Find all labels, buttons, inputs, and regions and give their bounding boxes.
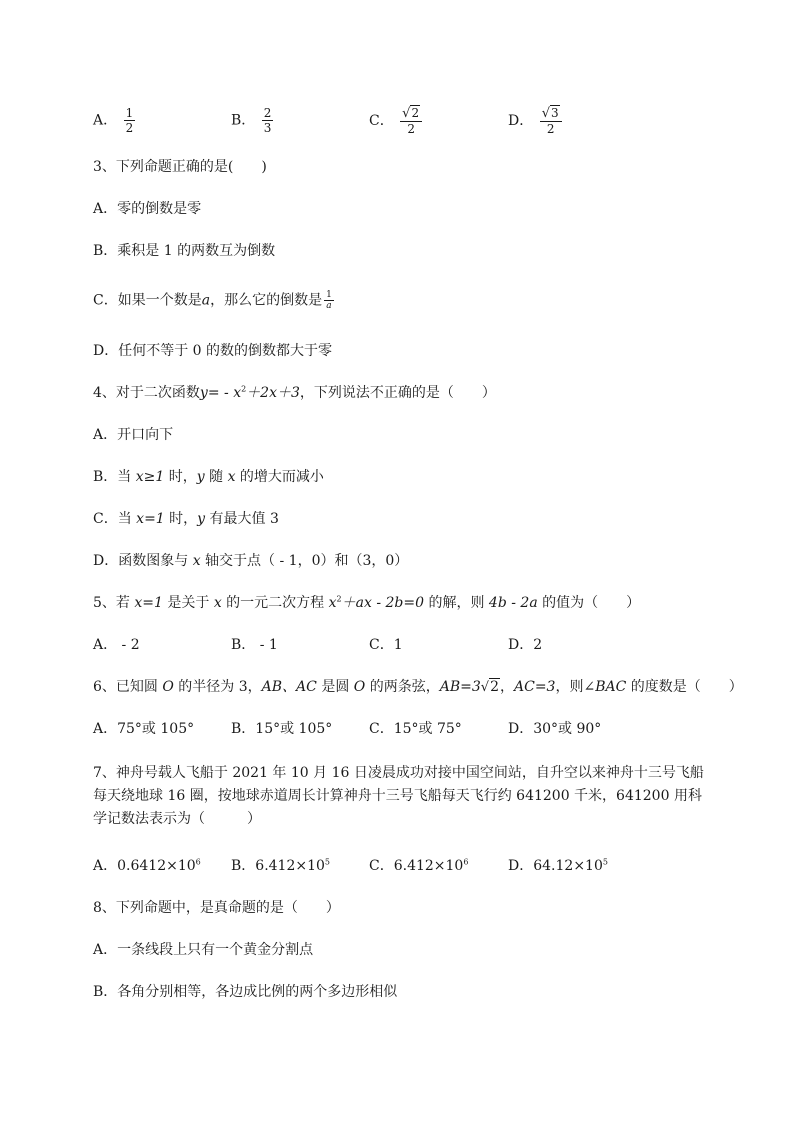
text: ，则∠ [555,679,596,695]
math-expr: ＋ax - 2b=0 [341,595,425,611]
option-label: D． [508,858,534,874]
sci-base: 6.412×10 [255,858,325,874]
q4-option-c [93,509,279,529]
text: 是关于 [162,595,214,611]
option-label: A． [93,112,118,129]
fraction-denominator: 3 [263,121,272,135]
q8-option-a: A．一条线段上只有一个黄金分割点 [93,942,314,958]
math-expr: 4b - 2a [488,595,538,611]
fraction-denominator: 2 [546,122,555,136]
superscript: 6 [195,857,201,867]
q5-option-a: A． - 2 [93,637,140,653]
q5-stem [93,593,640,613]
q5-option-b: B． - 1 [231,637,278,653]
math-expr: AB=3 [439,679,481,695]
square-root [481,677,500,698]
text: C．当 [93,511,137,527]
q4-stem [93,383,496,403]
q3-option-d: D．任何不等于 0 的数的倒数都大于零 [93,343,333,359]
q7-option-b [231,856,330,876]
radicand: 2 [490,679,499,695]
math-expr: x≥1 [135,469,165,485]
text: 的两条弦， [365,679,440,695]
fraction [540,106,562,136]
math-var: O [353,679,366,695]
option-label: B． [231,858,256,874]
option-label: C． [369,113,394,129]
q6-option-b: B．15°或 105° [231,721,333,737]
text: 时， [164,469,197,485]
square-root [542,106,560,121]
q6-stem [93,677,743,698]
math-var: a [201,292,211,309]
superscript: 6 [463,857,469,867]
math-expr: x=1 [134,595,163,611]
q3-option-c [93,290,334,311]
square-root [402,106,420,121]
radical-sign-icon: √ [480,680,490,695]
option-label: D． [508,113,534,129]
fraction-denominator: 2 [407,122,415,136]
q2-option-b [231,106,273,135]
math-var: y [197,511,206,527]
math-var: x [213,595,222,611]
text: 4、对于二次函数 [93,385,200,401]
superscript: 2 [336,594,342,604]
text: 的解，则 [424,595,489,611]
text: 时， [164,511,198,527]
sci-base: 64.12×10 [533,858,603,874]
text: ， [500,679,514,695]
math-expr: ＋2x＋3 [246,385,300,401]
option-label: C． [369,858,394,874]
fraction-numerator: 1 [125,106,134,120]
option-label: B． [231,112,256,129]
text: 5、若 [93,595,135,611]
q6-option-d: D．30°或 90° [508,721,602,737]
q2-option-d [508,106,562,136]
math-var: x [328,595,337,611]
sci-base: 6.412×10 [393,858,464,874]
text: 轴交于点（ - 1，0）和（3，0） [200,553,409,569]
text: C．如果一个数是 [93,292,202,309]
text: 随 [204,469,228,485]
q4-option-d [93,551,408,571]
fraction-numerator: 1 [326,290,332,300]
fraction [324,290,334,311]
radicand: 2 [411,106,420,120]
text: 有最大值 3 [205,511,279,527]
q5-option-c: C．1 [369,637,403,653]
math-expr: x=1 [136,511,165,527]
text: B．当 [93,469,136,485]
option-label: A． [93,858,118,874]
fraction [124,106,136,135]
math-expr: BAC [595,679,627,695]
text: 的一元二次方程 [221,595,329,611]
text: 的半径为 3， [173,679,262,695]
fraction-numerator [400,106,422,122]
q8-stem: 8、下列命题中，是真命题的是（ ） [93,900,340,916]
q2-option-a [93,106,135,135]
text: ，下列说法不正确的是（ ） [299,385,496,401]
fraction [400,106,422,136]
radical-sign-icon: √ [541,106,550,121]
q6-option-a: A．75°或 105° [93,721,195,737]
superscript: 5 [324,857,331,867]
fraction-numerator: 2 [263,106,272,120]
q7-option-d [508,856,608,876]
q2-option-c [369,106,422,136]
math-expr: AC=3 [514,679,556,695]
q4-option-b [93,467,324,487]
text: 的度数是（ ） [626,679,743,695]
superscript: 2 [241,384,247,394]
math-var: x [227,469,236,485]
text: ，那么它的倒数是 [210,292,323,309]
q5-option-d: D．2 [508,637,543,653]
text: 是圆 [316,679,354,695]
text: 的增大而减小 [235,469,324,485]
fraction-denominator: a [326,301,332,311]
fraction [262,106,274,135]
sci-base: 0.6412×10 [117,858,196,874]
q3-option-a: A．零的倒数是零 [93,201,202,217]
math-expr: AB、AC [261,679,317,695]
q3-option-b: B．乘积是 1 的两数互为倒数 [93,243,276,259]
fraction-denominator: 2 [125,121,134,135]
q8-option-b: B．各角分别相等，各边成比例的两个多边形相似 [93,984,398,1000]
superscript: 5 [602,857,608,867]
radical-sign-icon: √ [402,106,411,121]
q3-stem: 3、下列命题正确的是( ) [93,159,267,175]
math-var: y [196,469,205,485]
math-var: x [192,553,201,569]
radicand: 3 [550,106,559,120]
q7-option-c [369,856,468,876]
q4-option-a: A．开口向下 [93,427,174,443]
text: 的值为（ ） [537,595,641,611]
q7-option-a [93,856,201,876]
fraction-numerator [540,106,562,122]
text: 6、已知圆 [93,679,163,695]
text: D．函数图象与 [93,553,193,569]
q6-option-c: C．15°或 75° [369,721,462,737]
math-var: O [162,679,174,695]
math-expr: y= - x [199,385,242,401]
q7-stem: 7、神舟号载人飞船于 2021 年 10 月 16 日凌晨成功对接中国空间站，自升空以来神舟十三号飞船每天绕地球 16 圈，按地球赤道周长计算神舟十三号飞船每天飞行约 641200 千米，641200 用科学记数法表示为（ ） [93,765,704,827]
